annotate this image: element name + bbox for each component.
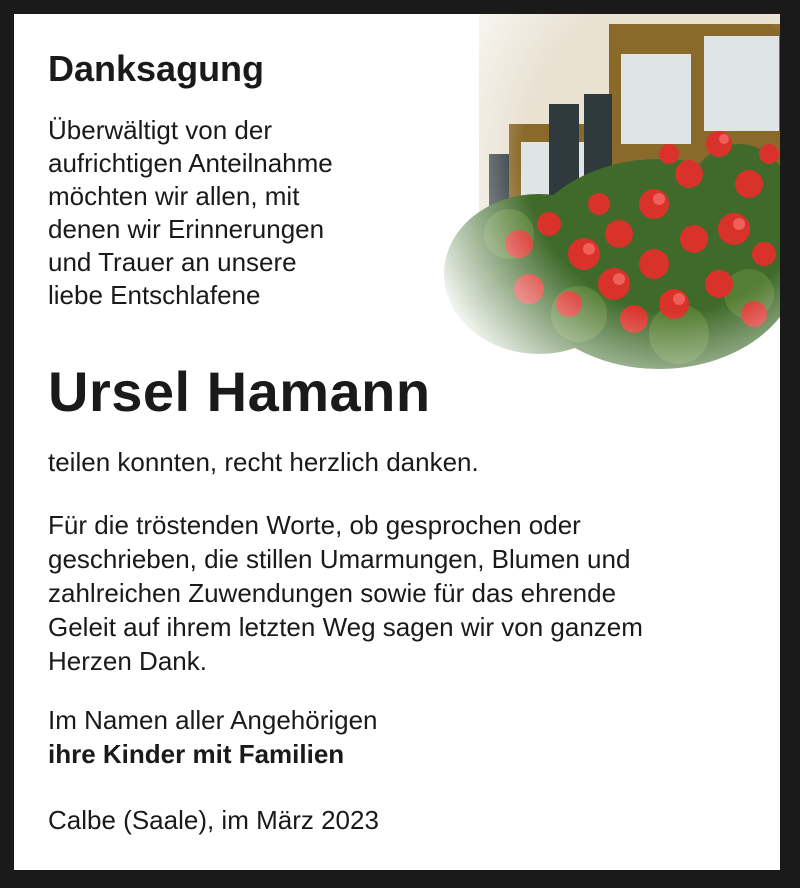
body-line: Für die tröstenden Worte, ob gesprochen oder bbox=[48, 510, 581, 540]
intro-text bbox=[48, 114, 333, 312]
intro-line: und Trauer an unsere bbox=[48, 247, 297, 277]
intro-line: liebe Entschlafene bbox=[48, 280, 261, 310]
thanks-line: teilen konnten, recht herzlich danken. bbox=[48, 447, 479, 477]
body-line: Geleit auf ihrem letzten Weg sagen wir von ganzem bbox=[48, 612, 643, 642]
intro-line: denen wir Erinnerungen bbox=[48, 214, 325, 244]
notice-heading: Danksagung bbox=[48, 48, 265, 89]
intro-line: möchten wir allen, mit bbox=[48, 181, 300, 211]
window-flowers-image bbox=[419, 14, 782, 404]
body-line: Herzen Dank. bbox=[48, 646, 207, 676]
signoff-line: Im Namen aller Angehörigen bbox=[48, 705, 378, 735]
body-line: zahlreichen Zuwendungen sowie für das ehrende bbox=[48, 578, 617, 608]
body-line: geschrieben, die stillen Umarmungen, Blumen und bbox=[48, 544, 631, 574]
intro-line: Überwältigt von der bbox=[48, 115, 272, 145]
deceased-name: Ursel Hamann bbox=[48, 360, 431, 423]
body-text bbox=[48, 508, 643, 678]
place-date: Calbe (Saale), im März 2023 bbox=[48, 805, 379, 835]
family-signature: ihre Kinder mit Familien bbox=[48, 739, 345, 769]
intro-line: aufrichtigen Anteilnahme bbox=[48, 148, 333, 178]
obituary-card bbox=[12, 12, 782, 872]
